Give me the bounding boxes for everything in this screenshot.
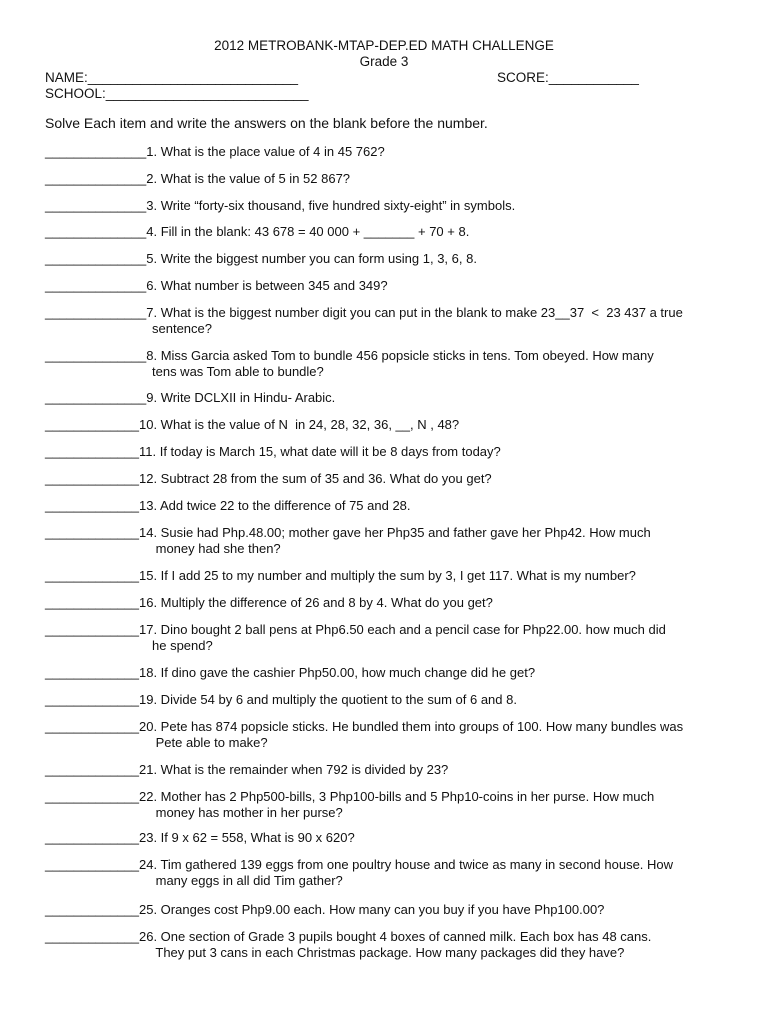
question-item <box>45 622 745 654</box>
answer-blank[interactable]: _____________ <box>45 762 139 777</box>
answer-blank[interactable]: ______________ <box>45 144 147 159</box>
question-item <box>45 348 745 380</box>
question-item <box>45 830 745 846</box>
answer-blank[interactable]: _____________ <box>45 444 139 459</box>
question-text-continued: sentence? <box>152 321 212 336</box>
answer-blank[interactable]: _____________ <box>45 417 139 432</box>
question-item <box>45 692 745 708</box>
question-text: 26. One section of Grade 3 pupils bought 4 boxes of canned milk. Each box has 48 cans. <box>139 929 652 944</box>
answer-blank[interactable]: _____________ <box>45 929 139 944</box>
question-text: 7. What is the biggest number digit you can put in the blank to make 23__37 < 23 437 a true <box>146 305 683 320</box>
answer-blank[interactable]: _____________ <box>45 498 139 513</box>
question-text: 23. If 9 x 62 = 558, What is 90 x 620? <box>139 830 355 845</box>
answer-blank[interactable]: ______________ <box>45 305 147 320</box>
question-item <box>45 525 745 557</box>
question-text: 9. Write DCLXII in Hindu- Arabic. <box>146 390 336 405</box>
question-item <box>45 417 745 433</box>
answer-blank[interactable]: ______________ <box>45 171 147 186</box>
name-field[interactable]: NAME:____________________________ <box>45 70 298 85</box>
answer-blank[interactable]: _____________ <box>45 719 139 734</box>
question-item <box>45 498 745 514</box>
answer-blank[interactable]: ______________ <box>45 251 147 266</box>
question-text: 6. What number is between 345 and 349? <box>146 278 388 293</box>
question-text: 19. Divide 54 by 6 and multiply the quotient to the sum of 6 and 8. <box>139 692 517 707</box>
question-text: 11. If today is March 15, what date will it be 8 days from today? <box>139 444 501 459</box>
answer-blank[interactable]: _____________ <box>45 902 139 917</box>
worksheet-title: 2012 METROBANK-MTAP-DEP.ED MATH CHALLENGE <box>214 38 554 53</box>
question-text-continued: money has mother in her purse? <box>152 805 343 820</box>
answer-blank[interactable]: _____________ <box>45 471 139 486</box>
question-text: 25. Oranges cost Php9.00 each. How many can you buy if you have Php100.00? <box>139 902 605 917</box>
answer-blank[interactable]: _____________ <box>45 525 139 540</box>
instructions-text: Solve Each item and write the answers on the blank before the number. <box>45 115 488 131</box>
question-item <box>45 224 745 240</box>
question-item <box>45 929 745 961</box>
question-item <box>45 762 745 778</box>
question-text: 20. Pete has 874 popsicle sticks. He bundled them into groups of 100. How many bundles was <box>139 719 684 734</box>
answer-blank[interactable]: _____________ <box>45 692 139 707</box>
question-item <box>45 719 745 751</box>
question-text: 18. If dino gave the cashier Php50.00, how much change did he get? <box>139 665 536 680</box>
score-field[interactable]: SCORE:____________ <box>497 70 639 85</box>
grade-level: Grade 3 <box>359 54 409 69</box>
answer-blank[interactable]: _____________ <box>45 830 139 845</box>
question-text: 2. What is the value of 5 in 52 867? <box>146 171 351 186</box>
question-text: 17. Dino bought 2 ball pens at Php6.50 each and a pencil case for Php22.00. how much did <box>139 622 666 637</box>
question-text: 8. Miss Garcia asked Tom to bundle 456 popsicle sticks in tens. Tom obeyed. How many <box>146 348 654 363</box>
answer-blank[interactable]: _____________ <box>45 595 139 610</box>
question-item <box>45 595 745 611</box>
question-item <box>45 144 745 160</box>
question-item <box>45 471 745 487</box>
question-item <box>45 857 745 889</box>
question-text: 21. What is the remainder when 792 is divided by 23? <box>139 762 449 777</box>
question-text: 1. What is the place value of 4 in 45 762? <box>146 144 385 159</box>
question-text: 4. Fill in the blank: 43 678 = 40 000 + _______ + 70 + 8. <box>146 224 470 239</box>
question-text: 15. If I add 25 to my number and multiply the sum by 3, I get 117. What is my number? <box>139 568 636 583</box>
answer-blank[interactable]: _____________ <box>45 665 139 680</box>
question-item <box>45 390 745 406</box>
question-item <box>45 251 745 267</box>
question-item <box>45 305 745 337</box>
answer-blank[interactable]: _____________ <box>45 857 139 872</box>
question-text-continued: many eggs in all did Tim gather? <box>152 873 343 888</box>
question-item <box>45 278 745 294</box>
school-field[interactable]: SCHOOL:___________________________ <box>45 86 309 101</box>
question-text-continued: They put 3 cans in each Christmas package. How many packages did they have? <box>152 945 625 960</box>
question-item <box>45 789 745 821</box>
question-text: 13. Add twice 22 to the difference of 75 and 28. <box>139 498 411 513</box>
question-item <box>45 198 745 214</box>
question-item <box>45 568 745 584</box>
question-text: 12. Subtract 28 from the sum of 35 and 36. What do you get? <box>139 471 492 486</box>
question-text: 16. Multiply the difference of 26 and 8 by 4. What do you get? <box>139 595 493 610</box>
question-text: 5. Write the biggest number you can form using 1, 3, 6, 8. <box>146 251 477 266</box>
question-item <box>45 665 745 681</box>
answer-blank[interactable]: _____________ <box>45 789 139 804</box>
question-text: 24. Tim gathered 139 eggs from one poultry house and twice as many in second house. How <box>139 857 674 872</box>
answer-blank[interactable]: ______________ <box>45 278 147 293</box>
answer-blank[interactable]: ______________ <box>45 224 147 239</box>
answer-blank[interactable]: _____________ <box>45 568 139 583</box>
answer-blank[interactable]: ______________ <box>45 198 147 213</box>
question-text: 14. Susie had Php.48.00; mother gave her Php35 and father gave her Php42. How much <box>139 525 651 540</box>
question-item <box>45 902 745 918</box>
question-text-continued: tens was Tom able to bundle? <box>152 364 324 379</box>
question-text: 10. What is the value of N in 24, 28, 32, 36, __, N , 48? <box>139 417 460 432</box>
question-text-continued: money had she then? <box>152 541 281 556</box>
question-text: 3. Write “forty-six thousand, five hundred sixty-eight” in symbols. <box>146 198 516 213</box>
question-item <box>45 444 745 460</box>
question-text-continued: he spend? <box>152 638 213 653</box>
question-text-continued: Pete able to make? <box>152 735 268 750</box>
answer-blank[interactable]: _____________ <box>45 622 139 637</box>
answer-blank[interactable]: ______________ <box>45 348 147 363</box>
question-text: 22. Mother has 2 Php500-bills, 3 Php100-bills and 5 Php10-coins in her purse. How much <box>139 789 655 804</box>
question-item <box>45 171 745 187</box>
answer-blank[interactable]: ______________ <box>45 390 147 405</box>
